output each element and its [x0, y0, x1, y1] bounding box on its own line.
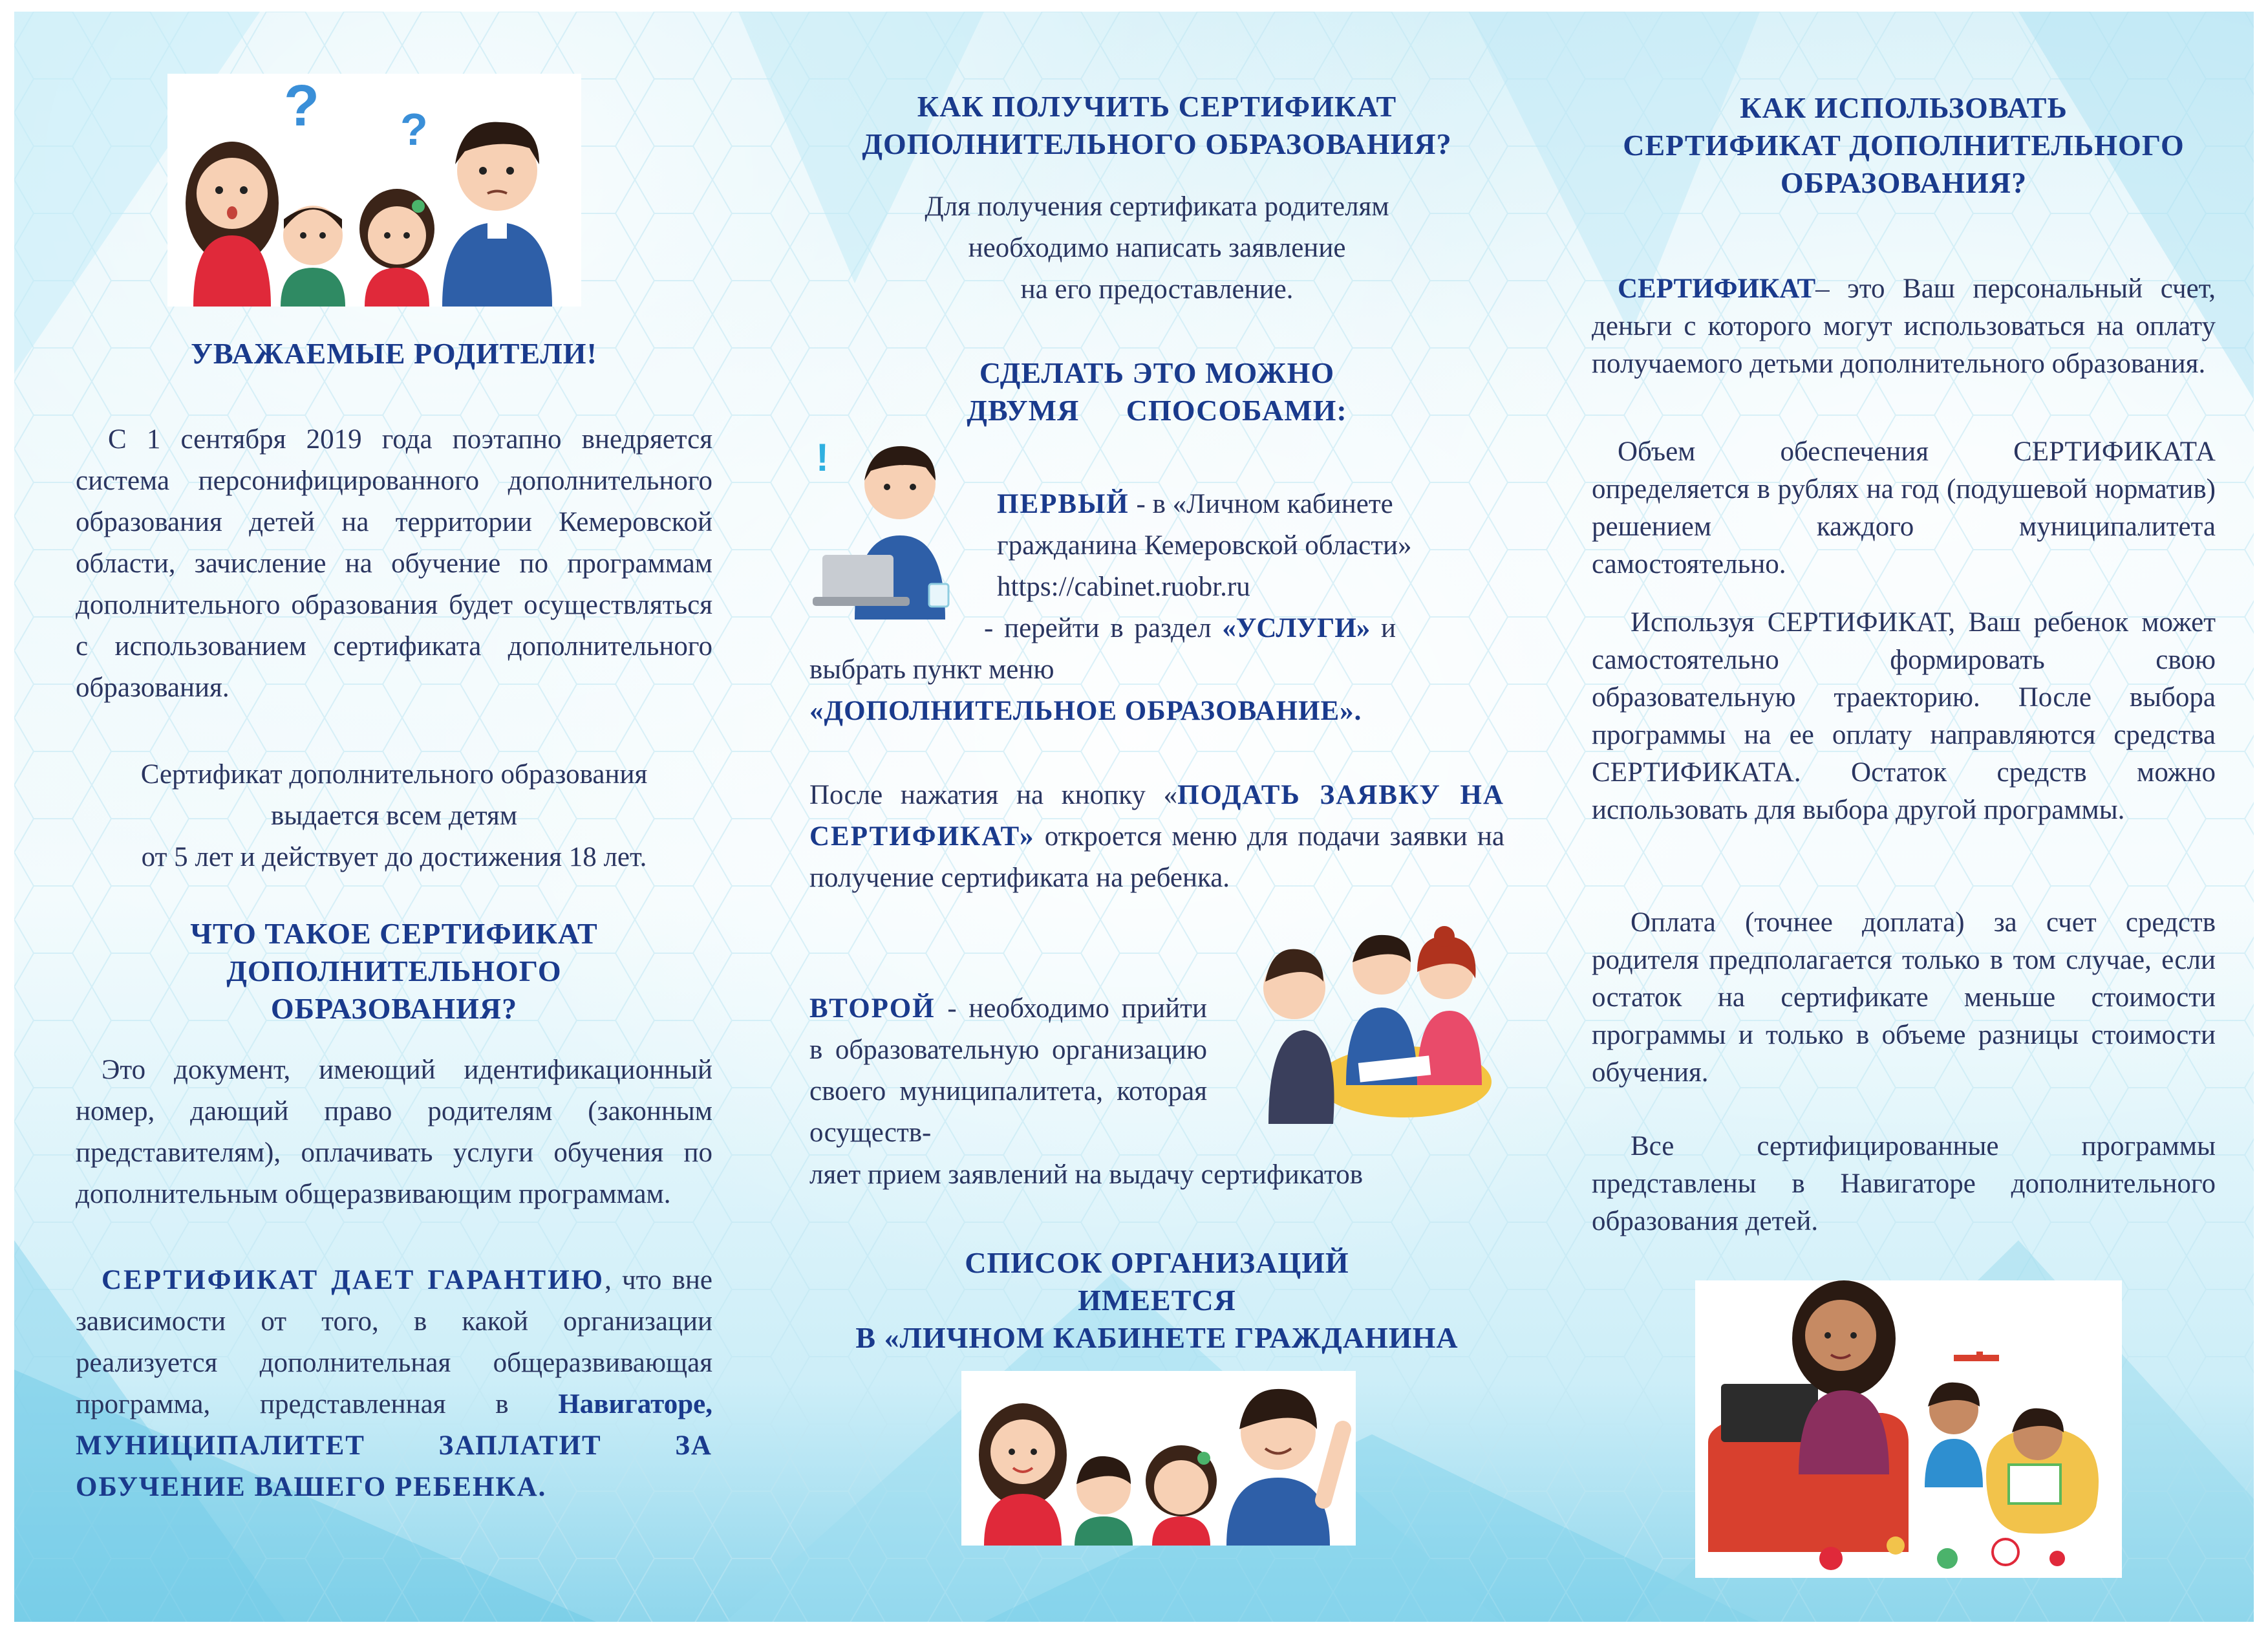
- col1-navigator-bold: Навигаторе,: [558, 1389, 712, 1419]
- svg-text:?: ?: [400, 104, 428, 155]
- col3-heading-how-use-l2: СЕРТИФИКАТ ДОПОЛНИТЕЛЬНОГО: [1623, 129, 2185, 162]
- col2-first-line-5: выбрать пункт меню: [809, 654, 1054, 685]
- col1-cert-line-3: от 5 лет и действует до достижения 18 лет.: [141, 842, 647, 872]
- col2-heading-two-ways-l1: СДЕЛАТЬ ЭТО МОЖНО: [979, 356, 1335, 389]
- col3-certificate-bold: СЕРТИФИКАТ: [1618, 274, 1816, 304]
- col2-intro-l1: Для получения сертификата родителям: [925, 191, 1389, 222]
- col2-two-ways-text: ДВУМЯ СПОСОБАМИ: [967, 394, 1337, 427]
- col2-first-line-4: [984, 608, 1504, 649]
- col2-first-cabinet: - в «Личном кабинете: [1129, 489, 1393, 519]
- col2-go-to-section: - перейти в раздел: [984, 613, 1212, 643]
- col3-certificate-definition: [1592, 270, 2216, 383]
- col3-heading-how-use-l1: КАК ИСПОЛЬЗОВАТЬ: [1740, 91, 2068, 124]
- col3-using-paragraph: Используя СЕРТИФИКАТ, Ваш ребенок может самостоятельно формировать свою образовательную траекторию. После выбора программы на ее оплату направляются средства СЕРТИФИКАТА. Остаток средств можно использовать для выбора другой программы.: [1592, 607, 2216, 825]
- col2-intro-l2: необходимо написать заявление: [968, 233, 1346, 263]
- col1-heading-what-is-l2: ДОПОЛНИТЕЛЬНОГО: [226, 954, 562, 987]
- col2-first-and: и: [1370, 613, 1396, 643]
- col2-first-bold: ПЕРВЫЙ: [997, 489, 1129, 519]
- family-illustration: [167, 74, 581, 307]
- family-waving-picture: [961, 1371, 1356, 1546]
- col1-heading-dear-parents: УВАЖАЕМЫЕ РОДИТЕЛИ!: [191, 337, 597, 370]
- svg-text:?: ?: [284, 74, 319, 138]
- col3-volume-paragraph: Объем обеспечения СЕРТИФИКАТА определяется в рублях на год (подушевой норматив) решением каждого муниципалитета самостоятельно.: [1592, 436, 2216, 579]
- meeting-illustration: [1256, 917, 1495, 1124]
- col3-navigator-paragraph: Все сертифицированные программы представлены в Навигаторе дополнительного образования детей.: [1592, 1131, 2216, 1236]
- col1-cert-line-1: Сертификат дополнительного образования: [140, 759, 648, 790]
- col1-heading-what-is-l3: ОБРАЗОВАНИЯ?: [270, 992, 518, 1025]
- col2-after-text1: После нажатия на кнопку «: [809, 780, 1178, 810]
- col2-intro-l3: на его предоставление.: [1020, 274, 1294, 305]
- col2-heading-how-get-l2: ДОПОЛНИТЕЛЬНОГО ОБРАЗОВАНИЯ?: [862, 127, 1452, 160]
- col1-heading-what-is-l1: ЧТО ТАКОЕ СЕРТИФИКАТ: [190, 917, 598, 950]
- family-waving-illustration: [961, 1371, 1356, 1546]
- col2-first-menu-bold: «ДОПОЛНИТЕЛЬНОЕ ОБРАЗОВАНИЕ».: [809, 696, 1362, 726]
- col1-guarantee-bold: СЕРТИФИКАТ ДАЕТ ГАРАНТИЮ: [102, 1265, 605, 1295]
- col2-heading-how-get-l1: КАК ПОЛУЧИТЬ СЕРТИФИКАТ: [917, 90, 1397, 123]
- col2-after-click-paragraph: [809, 775, 1504, 899]
- col2-first-url[interactable]: https://cabinet.ruobr.ru: [997, 572, 1250, 602]
- column-right: [1592, 12, 2216, 1622]
- col1-definition-paragraph: Это документ, имеющий идентификационный номер, дающий право родителям (законным представителям), оплачивать услуги обучения по дополнительным общеразвивающим программам.: [76, 1055, 712, 1209]
- col2-two-ways-colon: :: [1336, 394, 1347, 427]
- column-left: [76, 12, 712, 1622]
- col3-certificate-text: – это Ваш персональный счет, деньги с которого могут использоваться на оплату получаемого детьми дополнительного образования.: [1592, 274, 2216, 379]
- col2-after-text2: откроется меню для подачи заявки на получение сертификата на ребенка.: [809, 821, 1504, 893]
- col2-uslugi-bold: «УСЛУГИ»: [1222, 613, 1371, 643]
- column-middle: [809, 12, 1504, 1622]
- brochure-sheet: [14, 12, 2254, 1622]
- man-laptop-picture: [809, 432, 978, 620]
- meeting-picture: [1256, 917, 1495, 1124]
- man-laptop-illustration: [809, 432, 978, 620]
- mother-working-picture: [1695, 1280, 2122, 1578]
- col2-second-text: - необходимо прийти в образовательную организацию своего муниципалитета, которая осуществ-: [809, 993, 1207, 1148]
- col1-intro-paragraph: С 1 сентября 2019 года поэтапно внедряется система персонифицированного дополнительного образования детей на территории Кемеровской области, зачисление на обучение по программам дополнительного образования будет осуществляться с использованием сертификата дополнительного образования.: [76, 424, 712, 703]
- col3-payment-paragraph: Оплата (точнее доплата) за счет средств родителя предполагается только в том случае, если остаток на сертификате меньше стоимости программы и только в объеме разницы стоимости обучения.: [1592, 907, 2216, 1088]
- col3-heading-how-use-l3: ОБРАЗОВАНИЯ?: [1780, 166, 2027, 199]
- col2-second-bold: ВТОРОЙ: [809, 993, 936, 1024]
- col2-heading-list-l2: ИМЕЕТСЯ: [1078, 1284, 1236, 1317]
- col2-heading-list-l3: В «ЛИЧНОМ КАБИНЕТЕ ГРАЖДАНИНА: [855, 1321, 1459, 1354]
- family-picture: [167, 74, 581, 307]
- col1-municipality-bold: МУНИЦИПАЛИТЕТ ЗАПЛАТИТ ЗА ОБУЧЕНИЕ ВАШЕГО РЕБЕНКА.: [76, 1430, 712, 1502]
- svg-text:!: !: [816, 436, 829, 479]
- col2-heading-list-l1: СПИСОК ОРГАНИЗАЦИЙ: [965, 1246, 1349, 1279]
- col1-cert-line-2: выдается всем детям: [270, 801, 518, 831]
- mother-working-illustration: [1695, 1280, 2122, 1578]
- col2-heading-two-ways-l2: [809, 392, 1504, 429]
- col1-guarantee-text: , что вне зависимости от того, в какой организации реализуется дополнительная общеразвивающая программа, представленная в: [76, 1265, 712, 1419]
- col1-guarantee-paragraph: [76, 1260, 712, 1508]
- col2-first-line-1: [997, 484, 1504, 525]
- col2-second-paragraph: [809, 988, 1207, 1154]
- col2-submit-application-bold: ПОДАТЬ ЗАЯВКУ НА СЕРТИФИКАТ»: [809, 780, 1504, 852]
- col2-first-line-2: гражданина Кемеровской области»: [997, 530, 1412, 561]
- col2-second-last-line: ляет прием заявлений на выдачу сертификатов: [809, 1159, 1364, 1190]
